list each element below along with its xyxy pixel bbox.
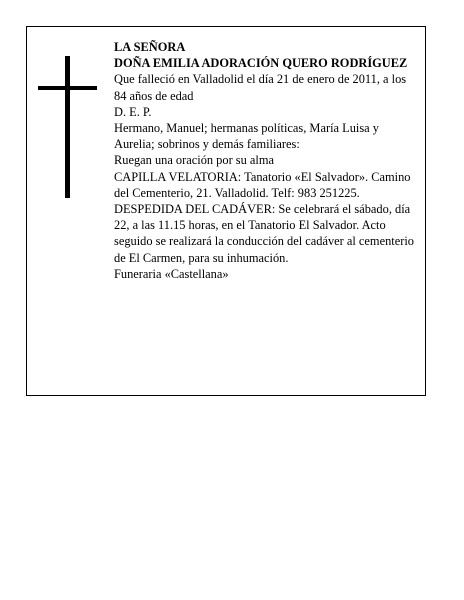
- prayer-request: Ruegan una oración por su alma: [114, 153, 274, 168]
- family-list: Hermano, Manuel; hermanas políticas, María Luisa y Aurelia; sobrinos y demás familiares:: [114, 121, 379, 152]
- cross-vertical-bar: [65, 56, 70, 198]
- cross-horizontal-bar: [38, 86, 97, 90]
- dep-line: D. E. P.: [114, 104, 152, 119]
- notice-text: [114, 39, 420, 282]
- chapel-info: CAPILLA VELATORIA: Tanatorio «El Salvador». Camino del Cementerio, 21. Valladolid. Telf: 983 251225.: [114, 169, 411, 200]
- death-statement: Que falleció en Valladolid el día 21 de enero de 2011, a los 84 años de edad: [114, 72, 407, 103]
- deceased-name: DOÑA EMILIA ADORACIÓN QUERO RODRÍGUEZ: [114, 56, 408, 71]
- farewell-info: DESPEDIDA DEL CADÁVER: Se celebrará el sábado, día 22, a las 11.15 horas, en el Tanatorio El Salvador. Acto seguido se realizará la conducción del cadáver al cementerio de El Carmen, para su inhumación.: [114, 202, 414, 265]
- funeral-home: Funeraria «Castellana»: [114, 266, 229, 281]
- notice-title: LA SEÑORA: [114, 40, 186, 54]
- obituary-notice: [26, 26, 426, 396]
- cross-icon: [27, 27, 107, 207]
